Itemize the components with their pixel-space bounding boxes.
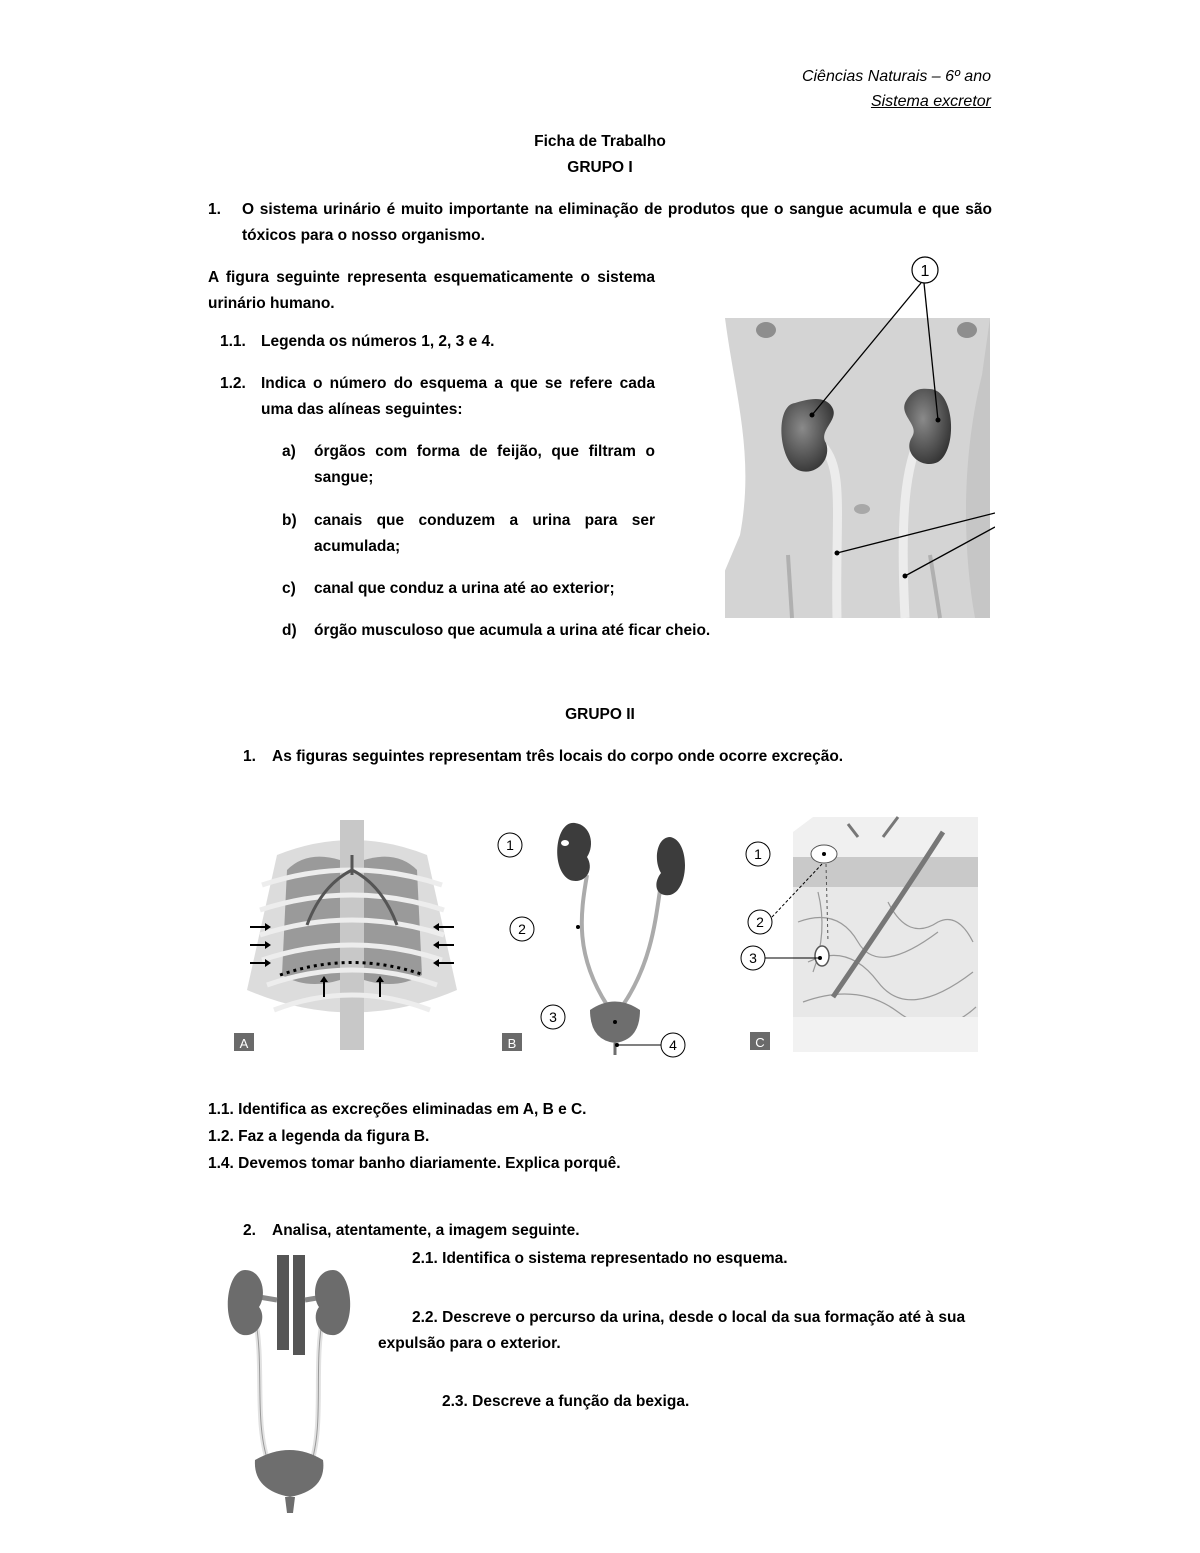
option-d-letter: d) (282, 622, 297, 639)
panel-b-label-1: 1 (506, 837, 514, 853)
group2-q2-text: Analisa, atentamente, a imagem seguinte. (272, 1222, 580, 1239)
panel-b-label-3: 3 (549, 1009, 557, 1025)
option-b-text: canais que conduzem a urina para ser acumulada; (314, 512, 655, 555)
panel-c-label-1: 1 (754, 846, 762, 862)
figure1-label-1: 1 (920, 263, 930, 280)
group2-q23: 2.3. Descreve a função da bexiga. (442, 1393, 690, 1410)
urinary-system-vessels-figure (215, 1255, 370, 1520)
header-subject: Ciências Naturais – 6º ano (801, 68, 991, 85)
group2-q1-text: As figuras seguintes representam três locais do corpo onde ocorre excreção. (272, 748, 844, 765)
panel-b-urinary-figure (495, 815, 695, 1060)
option-d-text: órgão musculoso que acumula a urina até ficar cheio. (314, 622, 711, 639)
header-topic: Sistema excretor (870, 93, 991, 110)
group1-q12-text: Indica o número do esquema a que se refere cada uma das alíneas seguintes: (261, 375, 655, 418)
group2-subquestion-2: 1.2. Faz a legenda da figura B. (208, 1128, 430, 1145)
group1-q12-number: 1.2. (220, 375, 246, 392)
group1-heading: GRUPO I (567, 159, 633, 176)
panel-c-skin-figure (738, 812, 983, 1057)
group2-q2-number: 2. (243, 1222, 256, 1239)
urinary-system-figure (700, 255, 995, 620)
group2-subquestion-1: 1.1. Identifica as excreções eliminadas em A, B e C. (208, 1101, 587, 1118)
option-a-letter: a) (282, 443, 296, 460)
panel-c-label-3: 3 (749, 950, 757, 966)
panel-b-letter: B (507, 1036, 517, 1051)
group2-subquestion-3: 1.4. Devemos tomar banho diariamente. Explica porquê. (208, 1155, 621, 1172)
group1-q1-text: O sistema urinário é muito importante na eliminação de produtos que o sangue acumula e que são tóxicos para o nosso organismo. (242, 201, 992, 244)
option-b-letter: b) (282, 512, 297, 529)
option-a-text: órgãos com forma de feijão, que filtram o sangue; (314, 443, 655, 486)
group2-q1-number: 1. (243, 748, 256, 765)
group2-q21: 2.1. Identifica o sistema representado no esquema. (412, 1250, 788, 1267)
page-title: Ficha de Trabalho (534, 133, 666, 150)
group2-q22: 2.2. Descreve o percurso da urina, desde o local da sua formação até à sua expulsão para o exterior. (378, 1309, 966, 1352)
panel-b-label-2: 2 (518, 921, 526, 937)
option-c-letter: c) (282, 580, 296, 597)
panel-a-letter: A (239, 1036, 249, 1051)
group2-heading: GRUPO II (565, 706, 635, 723)
panel-b-label-4: 4 (669, 1037, 677, 1053)
panel-c-label-2: 2 (756, 914, 764, 930)
group1-q11-number: 1.1. (220, 333, 246, 350)
panel-a-lungs-figure (232, 815, 472, 1055)
panel-c-letter: C (755, 1035, 765, 1050)
option-c-text: canal que conduz a urina até ao exterior; (314, 580, 615, 597)
group1-q11-text: Legenda os números 1, 2, 3 e 4. (261, 333, 495, 350)
group1-q1-number: 1. (208, 201, 221, 218)
group1-intro: A figura seguinte representa esquematicamente o sistema urinário humano. (208, 269, 655, 312)
